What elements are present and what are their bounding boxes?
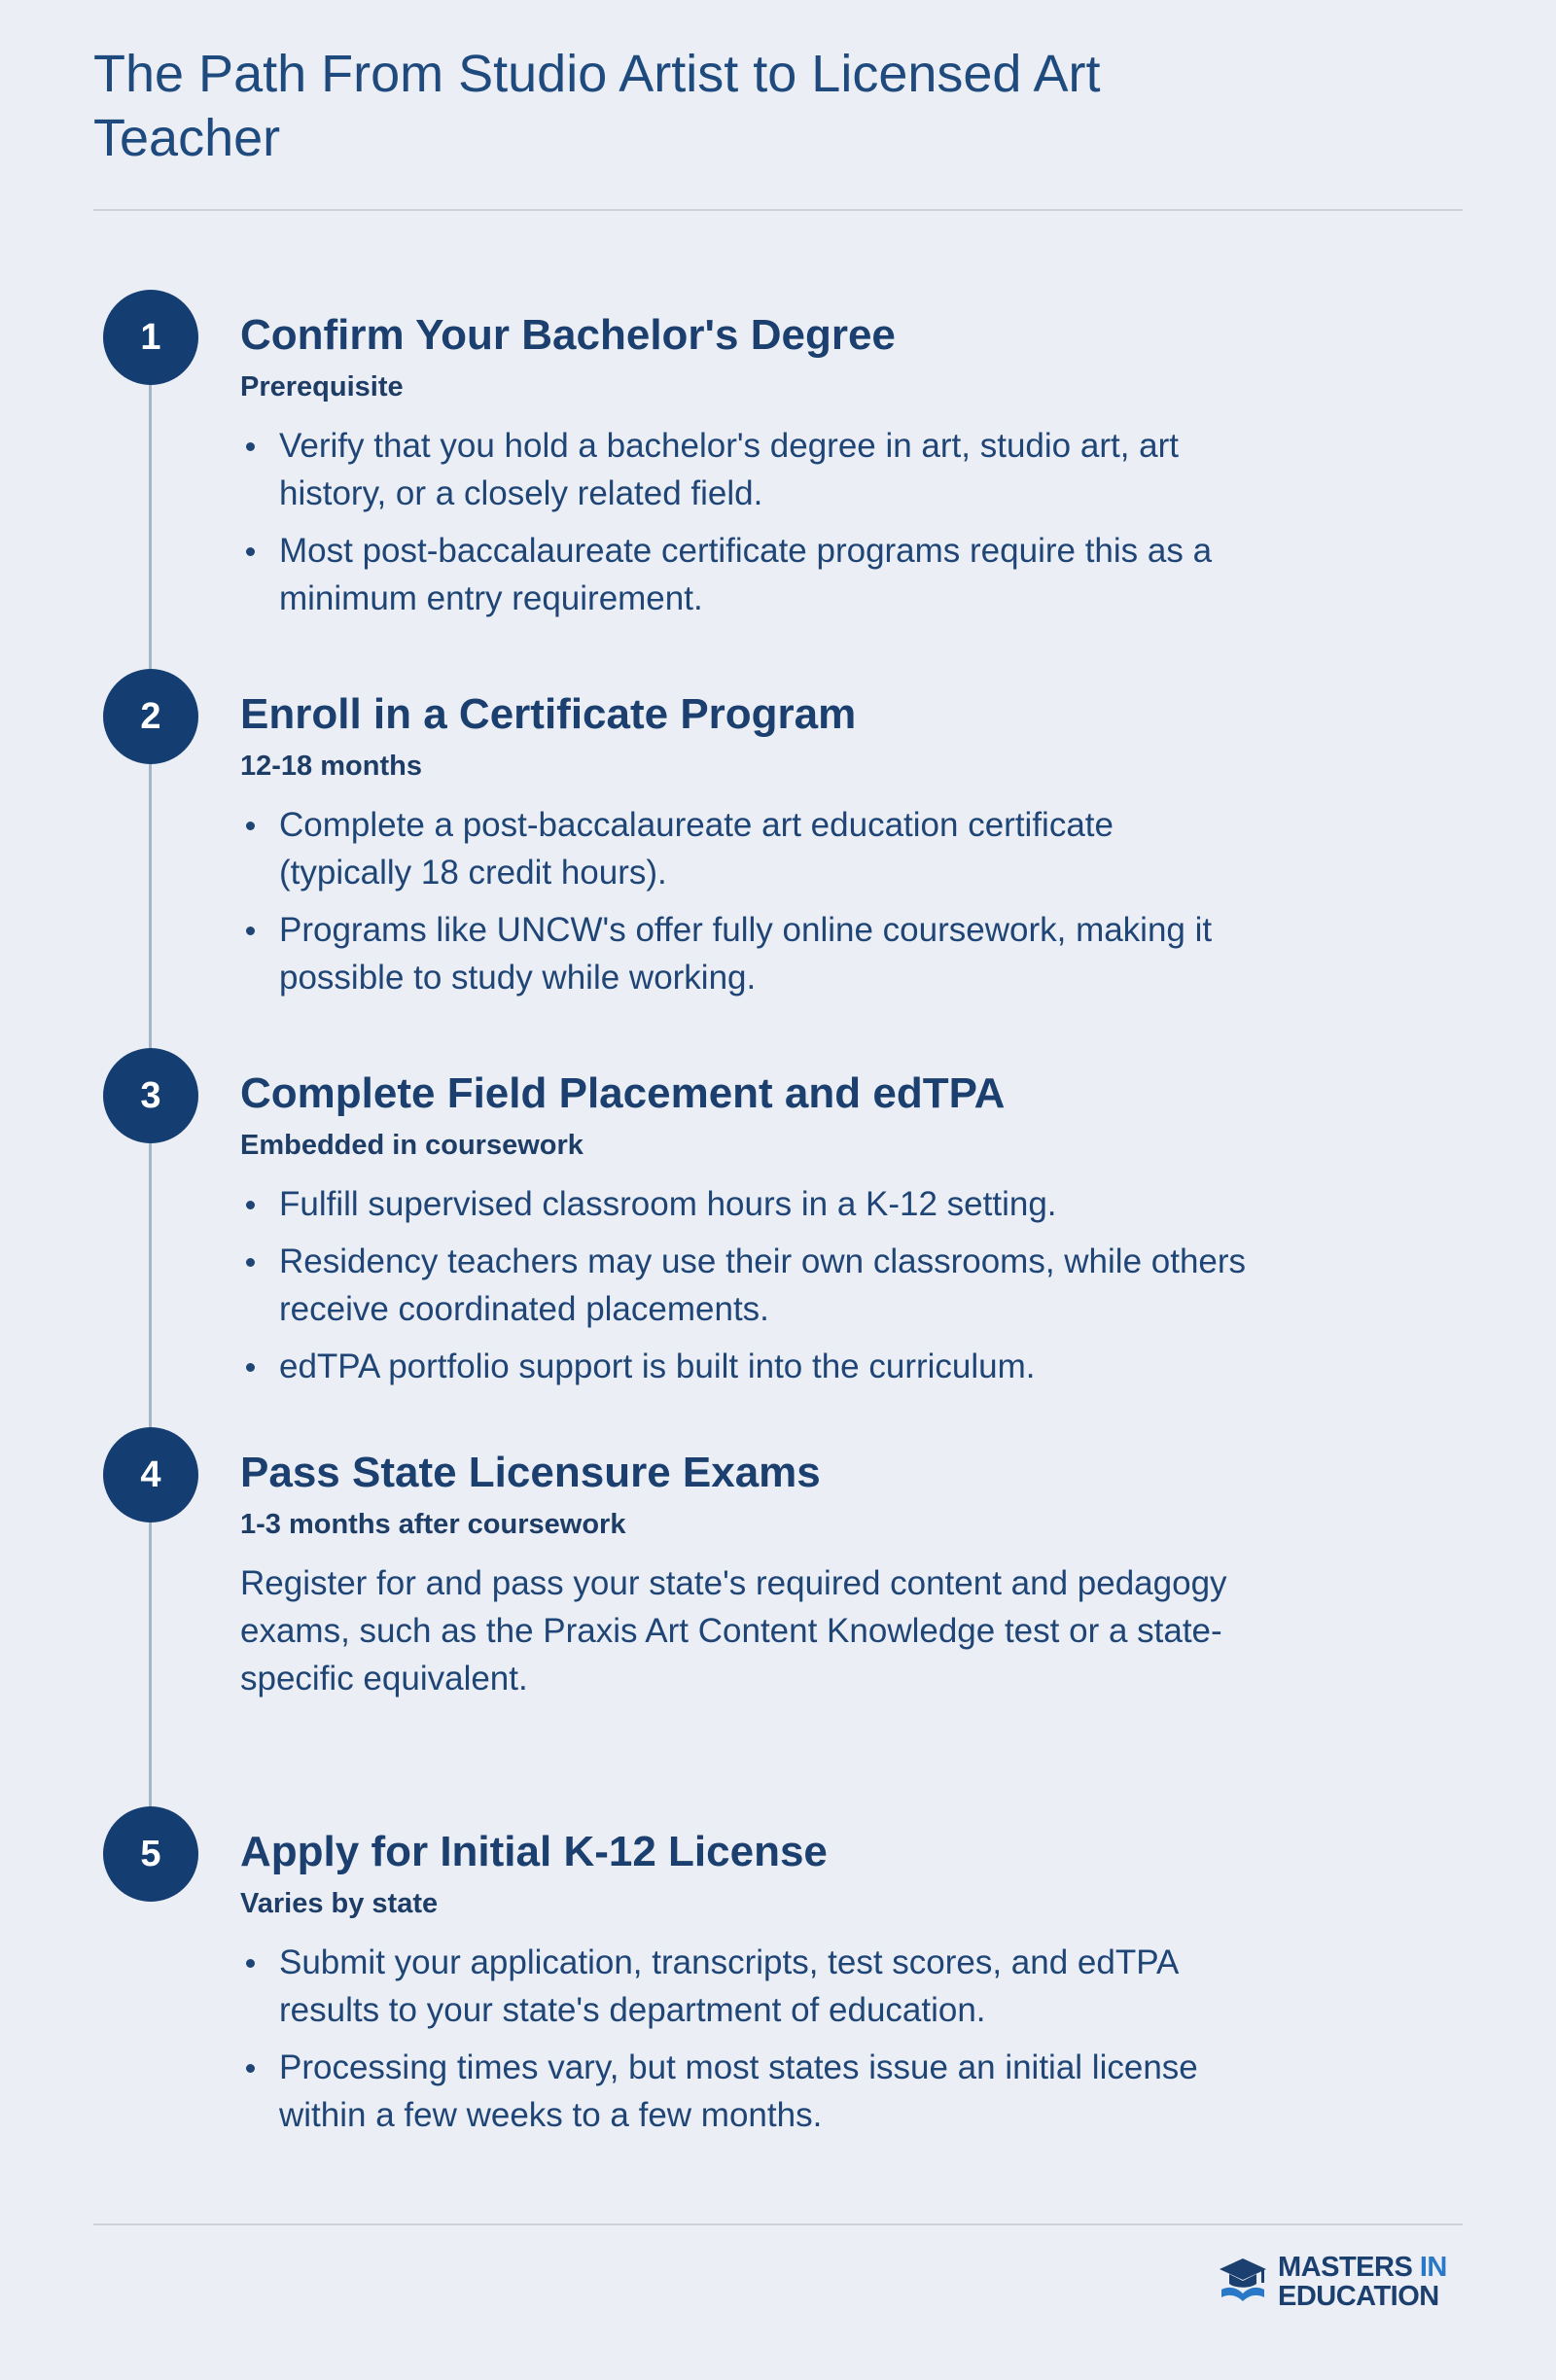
bullet-list (240, 1180, 1252, 1390)
step-title: Confirm Your Bachelor's Degree (240, 311, 896, 359)
step-number-badge: 3 (103, 1048, 198, 1143)
step-subtitle: Prerequisite (240, 371, 404, 402)
step-number-badge: 2 (103, 669, 198, 764)
step-body (240, 1939, 1252, 2149)
graduation-cap-book-icon (1218, 2255, 1268, 2310)
bullet-item: Fulfill supervised classroom hours in a K-12 setting. (240, 1180, 1252, 1228)
logo-word-in: IN (1419, 2252, 1447, 2283)
bullet-item: Most post-baccalaureate certificate programs require this as a minimum entry requirement. (240, 527, 1252, 622)
bullet-list (240, 1939, 1252, 2139)
logo-line-1 (1278, 2253, 1447, 2282)
step-number-badge: 5 (103, 1806, 198, 1902)
page-title: The Path From Studio Artist to Licensed Art Teacher (93, 45, 1101, 167)
step-subtitle: 12-18 months (240, 751, 422, 782)
bullet-list (240, 801, 1252, 1001)
step-body (240, 1180, 1252, 1400)
logo-word-masters: MASTERS (1278, 2252, 1420, 2283)
bullet-item: Residency teachers may use their own classrooms, while others receive coordinated placements. (240, 1238, 1252, 1333)
bullet-item: Submit your application, transcripts, test scores, and edTPA results to your state's department of education. (240, 1939, 1252, 2034)
step-body (240, 801, 1252, 1011)
top-divider (93, 209, 1463, 211)
step-subtitle: Varies by state (240, 1888, 439, 1919)
step-title: Pass State Licensure Exams (240, 1449, 821, 1496)
step-paragraph: Register for and pass your state's required content and pedagogy exams, such as the Praxis Art Content Knowledge test or a state-specific equivalent. (240, 1564, 1227, 1698)
bottom-divider (93, 2223, 1463, 2225)
logo-line-2: EDUCATION (1278, 2281, 1439, 2312)
logo-wordmark (1278, 2253, 1447, 2311)
step-subtitle: 1-3 months after coursework (240, 1509, 626, 1540)
step-title: Complete Field Placement and edTPA (240, 1069, 1006, 1117)
step-body (240, 1559, 1252, 1702)
step-number-badge: 1 (103, 290, 198, 385)
bullet-item: Complete a post-baccalaureate art education certificate (typically 18 credit hours). (240, 801, 1252, 896)
step-body (240, 422, 1252, 632)
bullet-item: Programs like UNCW's offer fully online coursework, making it possible to study while working. (240, 906, 1252, 1001)
step-title: Apply for Initial K-12 License (240, 1828, 828, 1875)
masters-in-education-logo[interactable] (1218, 2248, 1463, 2316)
bullet-item: edTPA portfolio support is built into the curriculum. (240, 1343, 1252, 1390)
step-number-badge: 4 (103, 1427, 198, 1522)
bullet-item: Verify that you hold a bachelor's degree in art, studio art, art history, or a closely related field. (240, 422, 1252, 517)
step-subtitle: Embedded in coursework (240, 1130, 584, 1161)
step-title: Enroll in a Certificate Program (240, 690, 857, 738)
bullet-item: Processing times vary, but most states issue an initial license within a few weeks to a few months. (240, 2044, 1252, 2139)
bullet-list (240, 422, 1252, 622)
